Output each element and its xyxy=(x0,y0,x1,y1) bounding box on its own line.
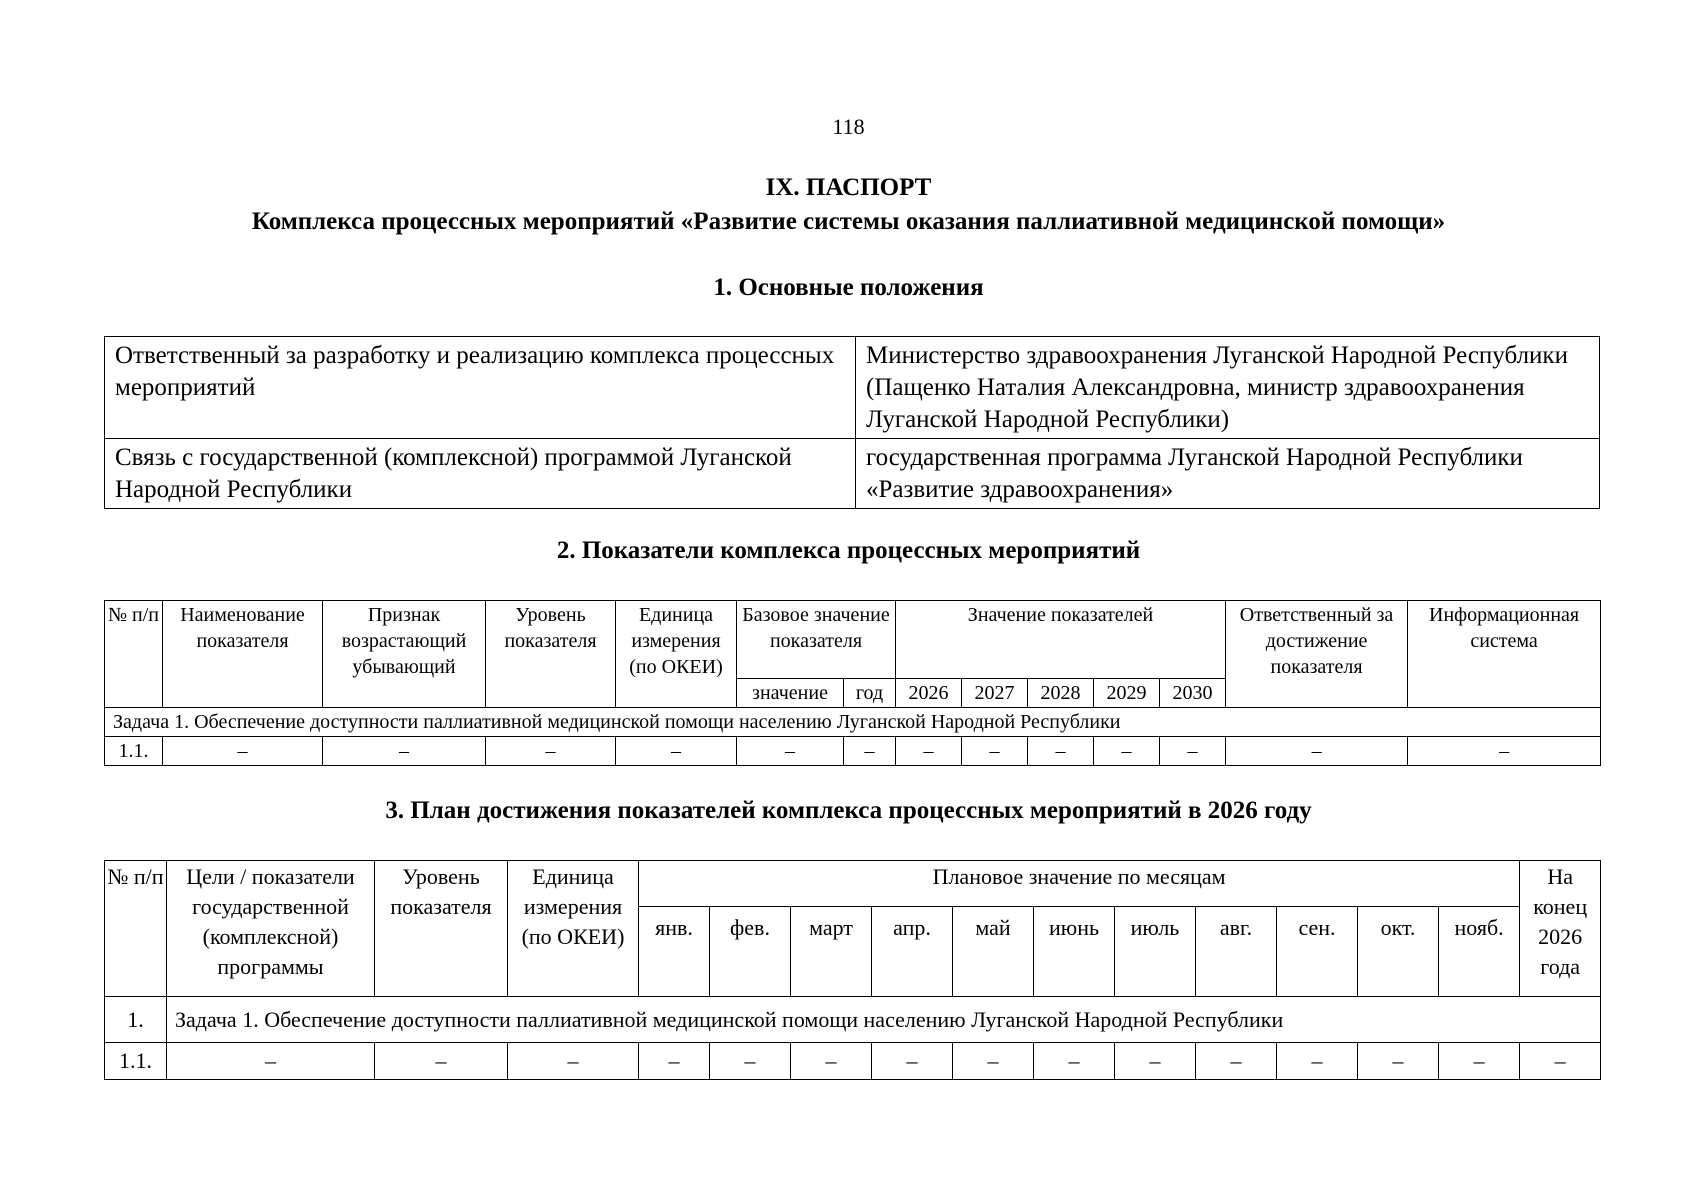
header-row xyxy=(105,861,1601,907)
table-cell: – xyxy=(844,737,896,766)
basic-provisions-table xyxy=(104,336,1600,509)
table-cell: – xyxy=(872,1043,953,1080)
header-month: окт. xyxy=(1358,907,1439,997)
row-value: Министерство здравоохранения Луганской Народной Республики (Пащенко Наталия Александровна, министр здравоохранения Луганской Народной Республики) xyxy=(856,337,1600,439)
header-name: Наименование показателя xyxy=(163,601,323,708)
header-row xyxy=(105,601,1601,679)
header-end: На конец 2026 года xyxy=(1520,861,1601,997)
row-label: Связь с государственной (комплексной) программой Луганской Народной Республики xyxy=(105,439,856,509)
table-cell: – xyxy=(1520,1043,1601,1080)
header-month: май xyxy=(953,907,1034,997)
header-year: 2029 xyxy=(1094,679,1160,708)
table-cell: – xyxy=(1094,737,1160,766)
header-num: № п/п xyxy=(105,601,163,708)
table-cell: – xyxy=(486,737,616,766)
header-unit: Единица измерения (по ОКЕИ) xyxy=(508,861,639,997)
header-level: Уровень показателя xyxy=(375,861,508,997)
table-cell: – xyxy=(962,737,1028,766)
header-year: 2030 xyxy=(1160,679,1226,708)
header-month: фев. xyxy=(710,907,791,997)
header-year: 2027 xyxy=(962,679,1028,708)
header-sign: Признак возрастающий убывающий xyxy=(323,601,486,708)
header-base-value: значение xyxy=(737,679,844,708)
table-cell: – xyxy=(953,1043,1034,1080)
table-cell: – xyxy=(737,737,844,766)
header-month: март xyxy=(791,907,872,997)
table-cell: – xyxy=(1160,737,1226,766)
section2-heading: 2. Показатели комплекса процессных мероприятий xyxy=(556,537,1141,564)
table-cell: – xyxy=(375,1043,508,1080)
table-row xyxy=(105,439,1600,509)
table-row xyxy=(105,337,1600,439)
table-cell: – xyxy=(1115,1043,1196,1080)
header-planned: Плановое значение по месяцам xyxy=(639,861,1520,907)
header-month: авг. xyxy=(1196,907,1277,997)
table-cell: – xyxy=(1408,737,1601,766)
header-unit: Единица измерения (по ОКЕИ) xyxy=(616,601,737,708)
indicators-table xyxy=(104,600,1601,766)
row-label: Ответственный за разработку и реализацию комплекса процессных мероприятий xyxy=(105,337,856,439)
header-month: июнь xyxy=(1034,907,1115,997)
table-cell: – xyxy=(616,737,737,766)
document-title: IX. ПАСПОРТ xyxy=(765,174,932,201)
header-system: Информационная система xyxy=(1408,601,1601,708)
table-cell: – xyxy=(1034,1043,1115,1080)
header-year: 2028 xyxy=(1028,679,1094,708)
table-cell: – xyxy=(896,737,962,766)
table-cell: – xyxy=(1028,737,1094,766)
header-level: Уровень показателя xyxy=(486,601,616,708)
task-row xyxy=(105,997,1601,1043)
row-num: 1.1. xyxy=(105,1043,167,1080)
header-month: сен. xyxy=(1277,907,1358,997)
header-month: янв. xyxy=(639,907,710,997)
header-goals: Цели / показатели государственной (комплексной) программы xyxy=(167,861,375,997)
header-base: Базовое значение показателя xyxy=(737,601,896,679)
header-year: 2026 xyxy=(896,679,962,708)
header-values: Значение показателей xyxy=(896,601,1226,679)
page-number: 118 xyxy=(832,114,865,139)
table-cell: – xyxy=(710,1043,791,1080)
task-text: Задача 1. Обеспечение доступности паллиативной медицинской помощи населению Луганской Народной Республики xyxy=(167,997,1601,1043)
table-cell: – xyxy=(1196,1043,1277,1080)
table-cell: – xyxy=(323,737,486,766)
task-num: 1. xyxy=(105,997,167,1043)
header-month: апр. xyxy=(872,907,953,997)
table-cell: – xyxy=(508,1043,639,1080)
row-num: 1.1. xyxy=(105,737,163,766)
section1-heading: 1. Основные положения xyxy=(713,274,984,301)
header-month: нояб. xyxy=(1439,907,1520,997)
task-row xyxy=(105,708,1601,737)
header-month: июль xyxy=(1115,907,1196,997)
table-cell: – xyxy=(167,1043,375,1080)
section3-heading: 3. План достижения показателей комплекса процессных мероприятий в 2026 году xyxy=(385,797,1312,824)
task-text: Задача 1. Обеспечение доступности паллиативной медицинской помощи населению Луганской Народной Республики xyxy=(105,708,1601,737)
table-cell: – xyxy=(1277,1043,1358,1080)
table-cell: – xyxy=(1226,737,1408,766)
table-row xyxy=(105,1043,1601,1080)
table-row xyxy=(105,737,1601,766)
table-cell: – xyxy=(1358,1043,1439,1080)
table-cell: – xyxy=(639,1043,710,1080)
table-cell: – xyxy=(163,737,323,766)
header-num: № п/п xyxy=(105,861,167,997)
table-cell: – xyxy=(791,1043,872,1080)
document-subtitle: Комплекса процессных мероприятий «Развитие системы оказания паллиативной медицинской помощи» xyxy=(251,208,1446,235)
header-base-year: год xyxy=(844,679,896,708)
row-value: государственная программа Луганской Народной Республики «Развитие здравоохранения» xyxy=(856,439,1600,509)
table-cell: – xyxy=(1439,1043,1520,1080)
plan-table xyxy=(104,860,1601,1080)
header-responsible: Ответственный за достижение показателя xyxy=(1226,601,1408,708)
